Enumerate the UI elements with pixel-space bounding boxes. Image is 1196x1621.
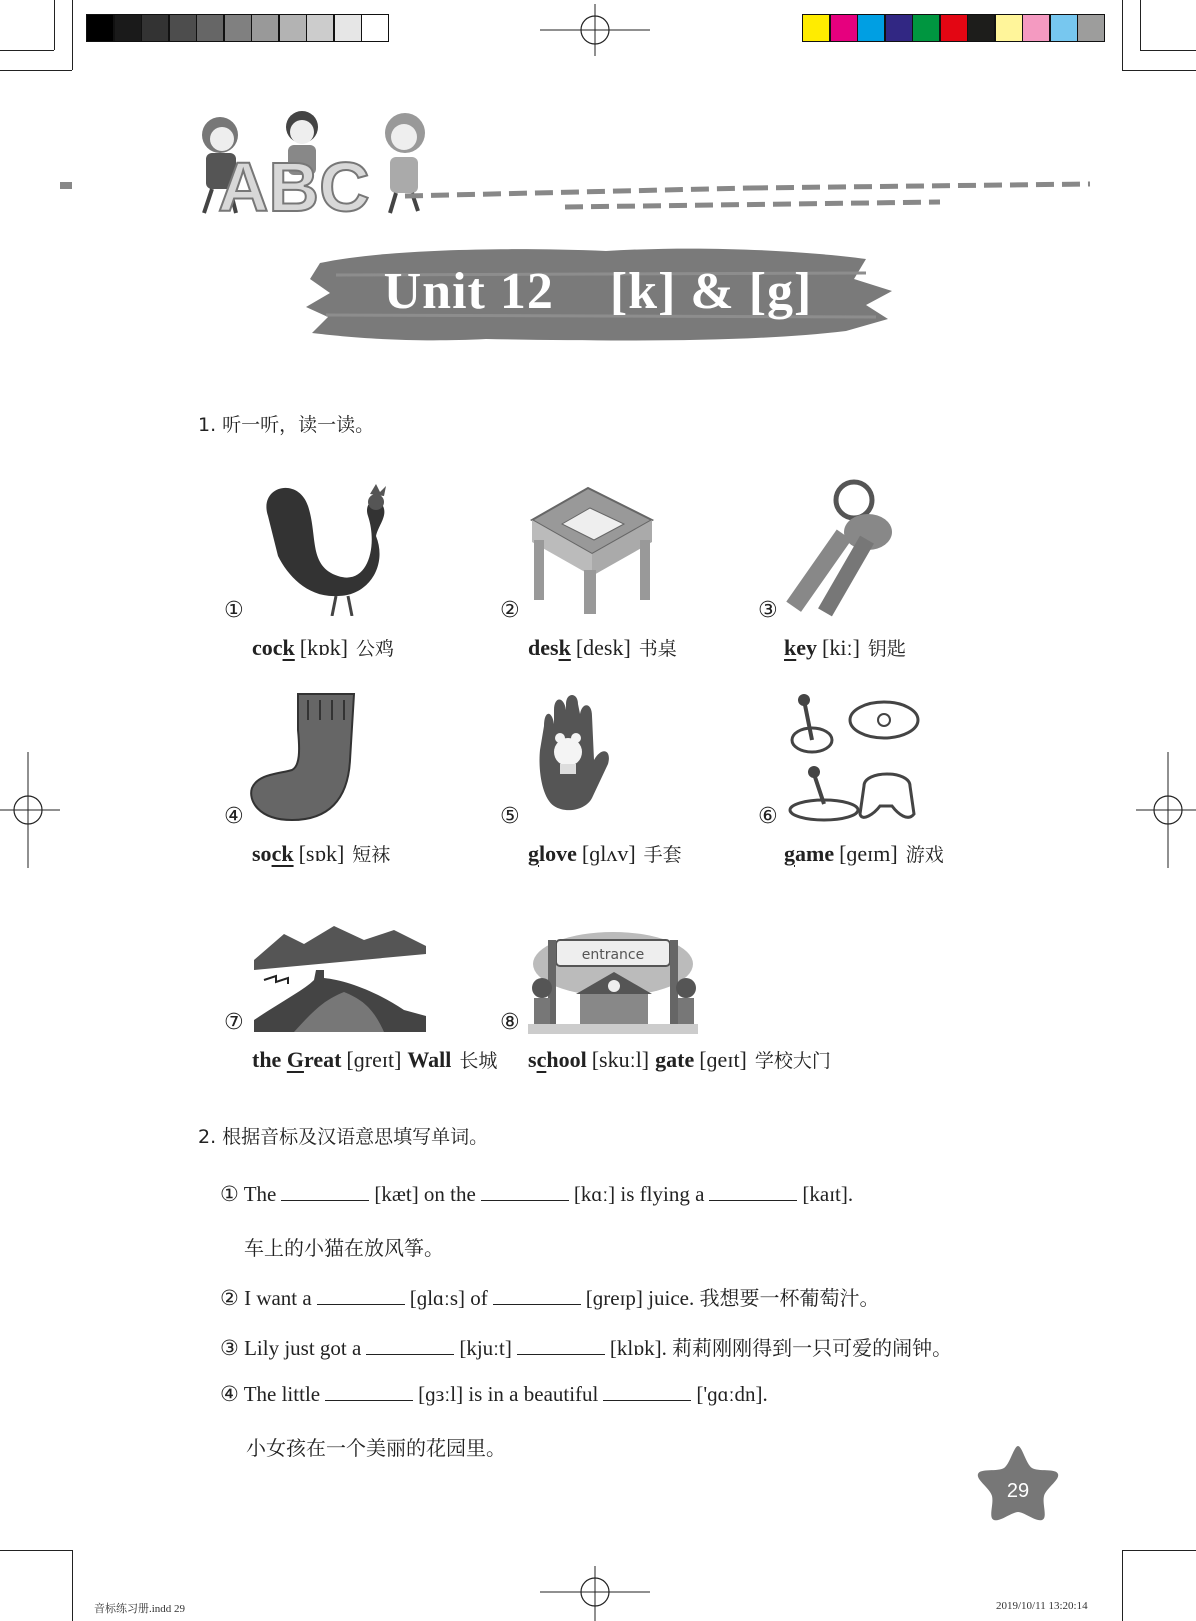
answer-blank[interactable] [317, 1290, 405, 1305]
crop-mark [0, 70, 72, 71]
crop-mark [1122, 1550, 1123, 1621]
sentence-3-chinese: 莉莉刚刚得到一只可爱的闹钟。 [672, 1336, 953, 1360]
crop-mark [1122, 70, 1196, 71]
sock-icon [248, 690, 358, 826]
answer-blank[interactable] [481, 1186, 569, 1201]
sentence-1-phonetic-a: [kæt] on the [374, 1182, 476, 1206]
item-number: ⑥ [758, 804, 778, 829]
rooster-icon [248, 476, 398, 616]
item-number: ⑦ [224, 1010, 244, 1035]
registration-mark-right [1136, 752, 1196, 868]
footer-timestamp: 2019/10/11 13:20:14 [996, 1600, 1088, 1612]
color-swatch [940, 14, 968, 42]
item-number: ⑤ [500, 804, 520, 829]
gray-swatch [114, 14, 142, 42]
crop-mark [72, 1550, 73, 1621]
color-swatch [885, 14, 913, 42]
sentence-2-chinese: 我想要一杯葡萄汁。 [699, 1286, 880, 1310]
item-number: ② [500, 598, 520, 623]
gray-swatch [306, 14, 334, 42]
color-swatch [912, 14, 940, 42]
glove-icon [526, 690, 614, 830]
answer-blank[interactable] [603, 1386, 691, 1401]
item-number: ④ [224, 804, 244, 829]
color-swatch [802, 14, 830, 42]
registration-mark-bottom [540, 1566, 650, 1621]
keys-icon [782, 478, 906, 618]
sentence-3-phonetic-b: [klɒk]. [609, 1336, 667, 1360]
color-swatch [830, 14, 858, 42]
crop-mark [1140, 50, 1196, 51]
color-swatch [1077, 14, 1105, 42]
sentence-2-number: ② [220, 1286, 239, 1310]
crop-mark [0, 1550, 72, 1551]
game-controller-icon [784, 690, 924, 830]
registration-mark-left [0, 752, 60, 868]
vocab-word: the Great [ɡreɪt] Wall 长城 [252, 1047, 498, 1072]
sentence-4-phonetic-a: [ɡɜːl] is in a beautiful [418, 1382, 599, 1406]
great-wall-icon [254, 920, 426, 1032]
vocab-word: glove [ɡlʌv] 手套 [528, 841, 682, 866]
sentence-4 [220, 1382, 768, 1407]
gray-swatch [224, 14, 252, 42]
sentence-2 [220, 1282, 879, 1311]
logo-text: ABC [218, 148, 370, 225]
item-number: ① [224, 598, 244, 623]
color-swatch [1050, 14, 1078, 42]
gray-swatch [141, 14, 169, 42]
gray-swatch [361, 14, 389, 42]
answer-blank[interactable] [325, 1386, 413, 1401]
vocab-word: cock [kɒk] 公鸡 [252, 635, 394, 660]
sentence-3-number: ③ [220, 1336, 239, 1360]
sentence-1-text: The [243, 1182, 277, 1206]
answer-blank[interactable] [709, 1186, 797, 1201]
school-sign-text: entrance [581, 947, 645, 963]
sentence-3 [220, 1332, 952, 1361]
vocab-word: sock [sɒk] 短袜 [252, 841, 391, 866]
crop-mark [72, 0, 73, 70]
color-swatch [857, 14, 885, 42]
crop-mark [1122, 1550, 1196, 1551]
section2-heading: 2. 根据音标及汉语意思填写单词。 [198, 1126, 489, 1148]
vocab-word: school [skuːl] gate [ɡeɪt] 学校大门 [528, 1047, 831, 1072]
item-number: ③ [758, 598, 778, 623]
item-number: ⑧ [500, 1010, 520, 1035]
page-number: 29 [1006, 1480, 1030, 1502]
dashed-divider [60, 170, 1100, 220]
sentence-1 [220, 1182, 853, 1207]
crop-mark [1140, 0, 1141, 50]
crop-mark [54, 0, 55, 50]
sentence-1-chinese: 车上的小猫在放风筝。 [244, 1236, 444, 1260]
gray-swatch [169, 14, 197, 42]
sentence-2-phonetic-b: [ɡreɪp] juice. [585, 1286, 695, 1310]
unit-title: Unit 12 [k] & [g] [383, 263, 813, 320]
color-swatch [967, 14, 995, 42]
crop-mark [0, 50, 54, 51]
color-swatch [995, 14, 1023, 42]
page-number-star [976, 1442, 1060, 1522]
answer-blank[interactable] [517, 1340, 605, 1355]
color-swatch [1022, 14, 1050, 42]
sentence-2-text: I want a [244, 1286, 312, 1310]
school-gate-icon [528, 924, 698, 1036]
sentence-1-number: ① [220, 1182, 239, 1206]
sentence-4-chinese: 小女孩在一个美丽的花园里。 [246, 1436, 506, 1460]
gray-swatch [334, 14, 362, 42]
answer-blank[interactable] [281, 1186, 369, 1201]
crop-mark [1122, 0, 1123, 70]
sentence-3-phonetic-a: [kjuːt] [459, 1336, 512, 1360]
sentence-2-phonetic-a: [ɡlɑːs] of [409, 1286, 488, 1310]
gray-swatch [279, 14, 307, 42]
registration-mark-top [540, 4, 650, 56]
gray-swatch [86, 14, 114, 42]
vocab-word: key [kiː] 钥匙 [784, 635, 906, 660]
sentence-4-number: ④ [220, 1382, 239, 1406]
vocab-word: desk [desk] 书桌 [528, 635, 677, 660]
section1-heading: 1. 听一听，读一读。 [198, 414, 375, 436]
sentence-4-text: The little [243, 1382, 321, 1406]
sentence-4-phonetic-b: ['ɡɑːdn]. [696, 1382, 768, 1406]
sentence-3-text: Lily just got a [244, 1336, 362, 1360]
desk-icon [528, 480, 656, 614]
gray-swatch [251, 14, 279, 42]
sentence-1-phonetic-b: [kɑː] is flying a [573, 1182, 705, 1206]
footer-filename: 音标练习册.indd 29 [94, 1603, 186, 1615]
answer-blank[interactable] [493, 1290, 581, 1305]
vocab-word: game [ɡeɪm] 游戏 [784, 841, 944, 866]
sentence-1-phonetic-c: [kaɪt]. [802, 1182, 854, 1206]
gray-swatch [196, 14, 224, 42]
answer-blank[interactable] [366, 1340, 454, 1355]
